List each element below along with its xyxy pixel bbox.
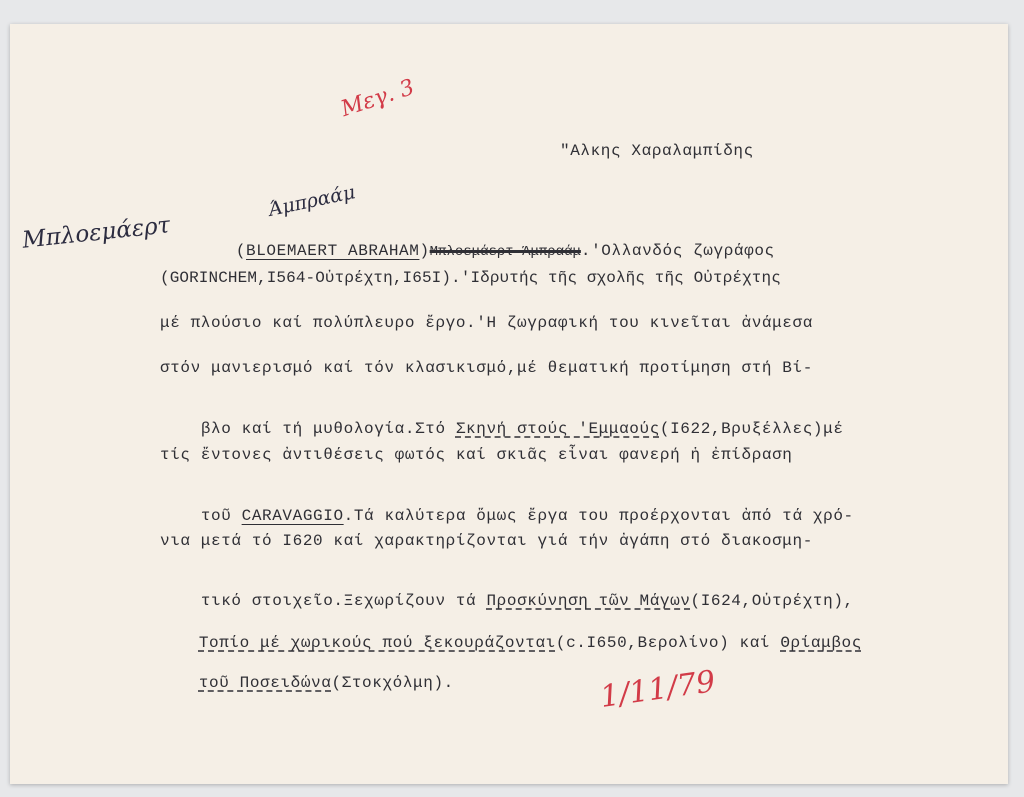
text-line-11: τοῦ Ποσειδώνα(Στοκχόλμη).: [198, 674, 454, 692]
open-bracket: (: [235, 242, 247, 260]
artwork-title-magi: Προσκύνηση τῶν Μάγων: [486, 592, 691, 610]
handwritten-above-name: Άμπραάμ: [266, 181, 358, 221]
typed-page: [10, 24, 1008, 784]
text-line-6: τίς ἔντονες ἀντιθέσεις φωτός καί σκιᾶς εἶναι φανερή ἡ ἐπίδραση: [160, 446, 793, 464]
annotation-date-mark: 1/11/79: [598, 664, 718, 715]
author-name: "Αλκης Χαραλαμπίδης: [560, 142, 754, 160]
text-line-10: Τοπίο μέ χωρικούς πού ξεκουράζονται(c.I650,Βερολίνο) καί Θρίαμβος: [198, 634, 862, 652]
text-line-2: (GORINCHEM,I564-Οὐτρέχτη,I65I).'Ιδρυτής τῆς σχολῆς τῆς Οὐτρέχτης: [160, 269, 781, 287]
text-line-8: νια μετά τό I620 καί χαρακτηρίζονται γιά τήν ἀγάπη στό διακοσμη-: [160, 532, 813, 550]
artwork-title-triumph: Θρίαμβος: [780, 634, 862, 652]
text-line-4: στόν μανιερισμό καί τόν κλασικισμό,μέ θεματική προτίμηση στή Βί-: [160, 359, 813, 377]
text-line-5: βλο καί τή μυθολογία.Στό Σκηνή στούς 'Εμμαούς(I622,Βρυξέλλες)μέ: [200, 420, 844, 438]
text-line-1: (BLOEMAERT ABRAHAM)Μπλοεμάερτ Άμπραάμ.'Ολλανδός ζωγράφος: [235, 242, 775, 260]
artist-name-latin: BLOEMAERT ABRAHAM: [246, 242, 420, 260]
text-line-3: μέ πλούσιο καί πολύπλευρο ἔργο.'Η ζωγραφική του κινεῖται ἀνάμεσα: [160, 314, 813, 332]
text-line-7: τοῦ CARAVAGGIO.Τά καλύτερα ὅμως ἔργα του προέρχονται ἀπό τά χρό-: [200, 507, 854, 525]
struck-greek-name: Μπλοεμάερτ Άμπραάμ: [429, 244, 581, 260]
text-line-9: τικό στοιχεῖο.Ξεχωρίζουν τά Προσκύνηση τῶν Μάγων(I624,Οὐτρέχτη),: [200, 592, 854, 610]
line-1-rest: .'Ολλανδός ζωγράφος: [580, 242, 775, 260]
artist-caravaggio: CARAVAGGIO: [241, 507, 344, 525]
artwork-title-poseidon: τοῦ Ποσειδώνα: [198, 674, 332, 692]
artwork-title-emmaus: Σκηνή στούς 'Εμμαούς: [455, 420, 660, 438]
artwork-title-landscape: Τοπίο μέ χωρικούς πού ξεκουράζονται: [198, 634, 556, 652]
handwritten-margin-name: Μπλοεμάερτ: [21, 212, 172, 254]
annotation-top-mark: Μεγ. 3: [337, 74, 418, 123]
